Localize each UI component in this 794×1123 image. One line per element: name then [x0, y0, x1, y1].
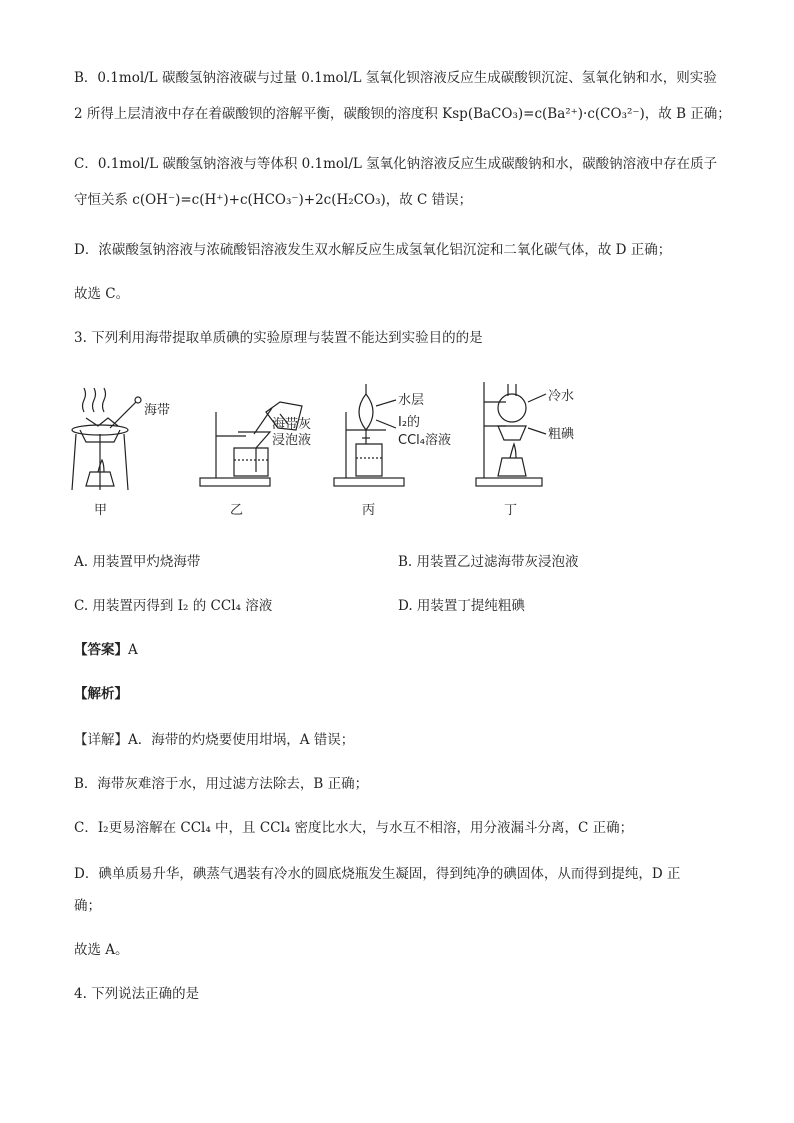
label-haidaihui-1: 海带灰 — [272, 417, 312, 432]
label-bing: 丙 — [362, 503, 376, 518]
label-lengshui: 冷水 — [548, 389, 575, 404]
detail-b: B．海带灰难溶于水，用过滤方法除去，B 正确； — [74, 776, 369, 792]
label-ding: 丁 — [504, 503, 518, 518]
answer-line — [74, 640, 138, 660]
apparatus-ding — [476, 382, 546, 486]
detail-c: C．I₂更易溶解在 CCl₄ 中，且 CCl₄ 密度比水大，与水互不相溶，用分液漏斗分离，C 正确； — [74, 820, 634, 836]
label-shuiceng: 水层 — [398, 393, 425, 408]
answer-tag: 【答案】 — [74, 642, 128, 658]
apparatus-figure — [66, 372, 586, 522]
detail-tag: 【详解】 — [74, 732, 128, 748]
detail-a: A．海带的灼烧要使用坩埚，A 错误； — [128, 732, 355, 748]
label-jia: 甲 — [94, 503, 108, 518]
detail-d-line2: 确； — [74, 898, 101, 914]
q3-option-c: C. 用装置丙得到 I₂ 的 CCl₄ 溶液 — [74, 598, 273, 614]
q2-option-b-line2: 2 所得上层清液中存在着碳酸钡的溶解平衡，碳酸钡的溶度积 Ksp(BaCO₃)=c(Ba²⁺)·c(CO₃²⁻)，故 B 正确； — [74, 106, 731, 122]
q2-option-d-line: D．浓碳酸氢钠溶液与浓硫酸铝溶液发生双水解反应生成氢氧化铝沉淀和二氧化碳气体，故 D 正确； — [74, 242, 672, 258]
label-cudian: 粗碘 — [548, 427, 575, 442]
apparatus-bing — [334, 384, 404, 486]
detail-a-line — [74, 730, 354, 750]
apparatus-diagram — [66, 372, 586, 522]
detail-d-line1: D．碘单质易升华，碘蒸气遇装有冷水的圆底烧瓶发生凝固，得到纯净的碘固体，从而得到提纯，D 正 — [74, 866, 681, 882]
label-yi: 乙 — [230, 503, 244, 518]
q2-option-b-line1: B．0.1mol/L 碳酸氢钠溶液碳与过量 0.1mol/L 氢氧化钡溶液反应生成碳酸钡沉淀、氢氧化钠和水，则实验 — [74, 70, 717, 86]
q2-selection: 故选 C。 — [74, 286, 130, 302]
apparatus-jia — [72, 388, 141, 490]
answer-value: A — [128, 642, 138, 658]
q3-selection: 故选 A。 — [74, 942, 129, 958]
analysis-tag: 【解析】 — [74, 686, 128, 702]
q3-option-d: D. 用装置丁提纯粗碘 — [398, 598, 525, 614]
q2-option-c-line1: C．0.1mol/L 碳酸氢钠溶液与等体积 0.1mol/L 氢氧化钠溶液反应生成碳酸钠和水，碳酸钠溶液中存在质子 — [74, 156, 718, 172]
q4-stem: 4. 下列说法正确的是 — [74, 986, 200, 1002]
label-i2-de: I₂的 — [398, 415, 421, 430]
q3-option-a: A. 用装置甲灼烧海带 — [74, 554, 201, 570]
label-ccl4: CCl₄溶液 — [398, 433, 451, 448]
q3-option-b: B. 用装置乙过滤海带灰浸泡液 — [398, 554, 579, 570]
q3-stem: 3. 下列利用海带提取单质碘的实验原理与装置不能达到实验目的的是 — [74, 330, 483, 346]
label-haidaihui-2: 浸泡液 — [272, 433, 312, 448]
q2-option-c-line2: 守恒关系 c(OH⁻)=c(H⁺)+c(HCO₃⁻)+2c(H₂CO₃)，故 C 错误； — [74, 192, 473, 208]
label-haidai: 海带 — [144, 403, 171, 418]
